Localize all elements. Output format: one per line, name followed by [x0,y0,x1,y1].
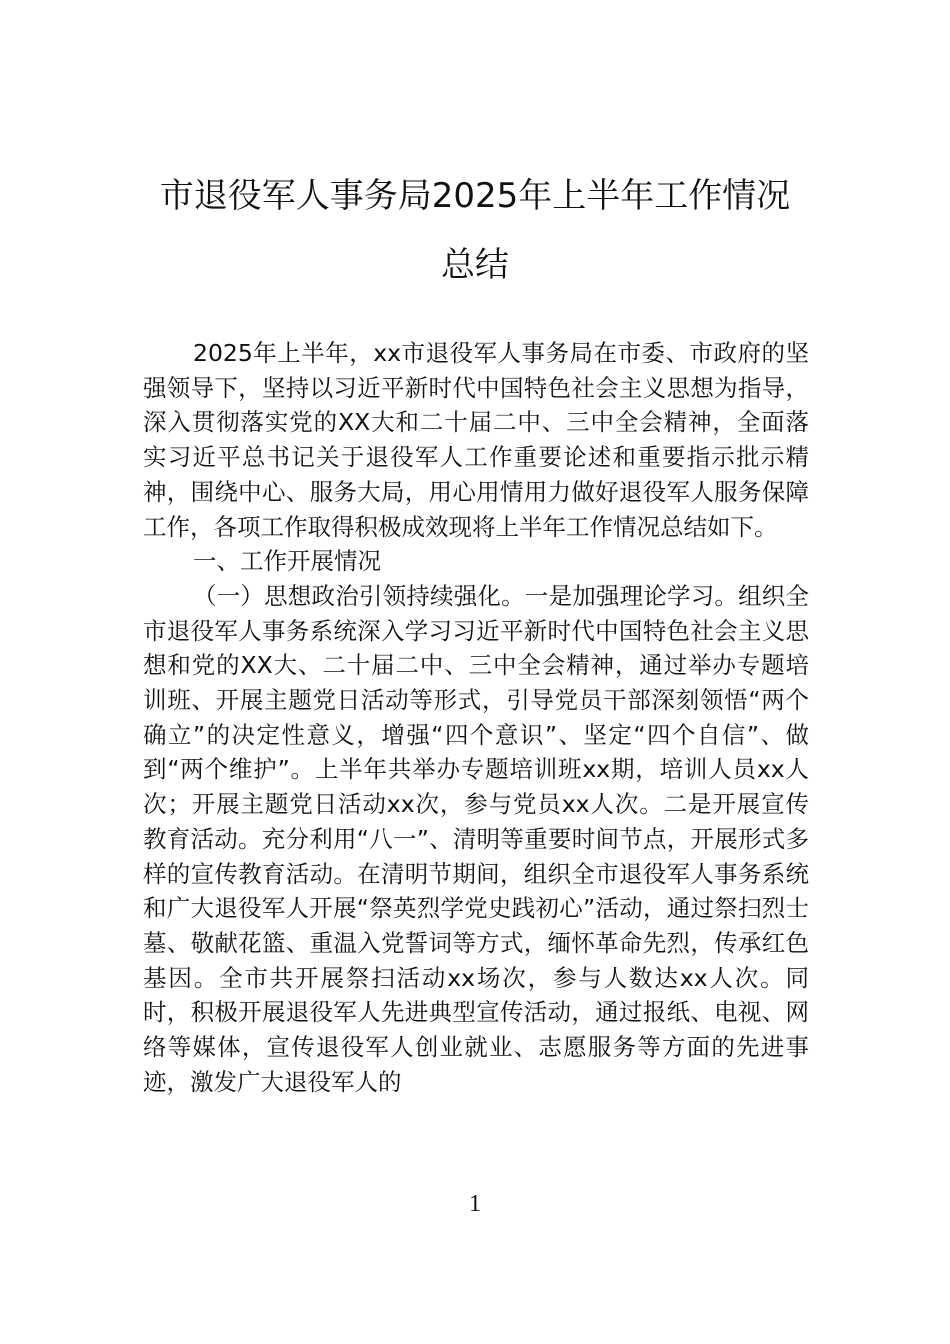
section-paragraph: （一）思想政治引领持续强化。一是加强理论学习。组织全市退役军人事务系统深入学习习近平新时代中国特色社会主义思想和党的XX大、二十届二中、三中全会精神，通过举办专题培训班、开展主题党日活动等形式，引导党员干部深刻领悟“两个确立”的决定性意义，增强“四个意识”、坚定“四个自信”、做到“两个维护”。上半年共举办专题培训班xx期，培训人员xx人次；开展主题党日活动xx次，参与党员xx人次。二是开展宣传教育活动。充分利用“八一”、清明等重要时间节点，开展形式多样的宣传教育活动。在清明节期间，组织全市退役军人事务系统和广大退役军人开展“祭英烈学党史践初心”活动，通过祭扫烈士墓、敬献花篮、重温入党誓词等方式，缅怀革命先烈，传承红色基因。全市共开展祭扫活动xx场次，参与人数达xx人次。同时，积极开展退役军人先进典型宣传活动，通过报纸、电视、网络等媒体，宣传退役军人创业就业、志愿服务等方面的先进事迹，激发广大退役军人的 [143,581,809,1096]
document-title-line-1: 市退役军人事务局2025年上半年工作情况 [159,176,791,216]
section-heading: 一、工作开展情况 [193,547,381,576]
page-number: 1 [469,1191,481,1217]
intro-paragraph: 2025年上半年，xx市退役军人事务局在市委、市政府的坚强领导下，坚持以习近平新时代中国特色社会主义思想为指导，深入贯彻落实党的XX大和二十届二中、三中全会精神，全面落实习近平总书记关于退役军人工作重要论述和重要指示批示精神，围绕中心、服务大局，用心用情用力做好退役军人服务保障工作，各项工作取得积极成效现将上半年工作情况总结如下。 [143,339,809,541]
document-title-line-2: 总结 [441,245,509,285]
document-body [143,336,809,1099]
